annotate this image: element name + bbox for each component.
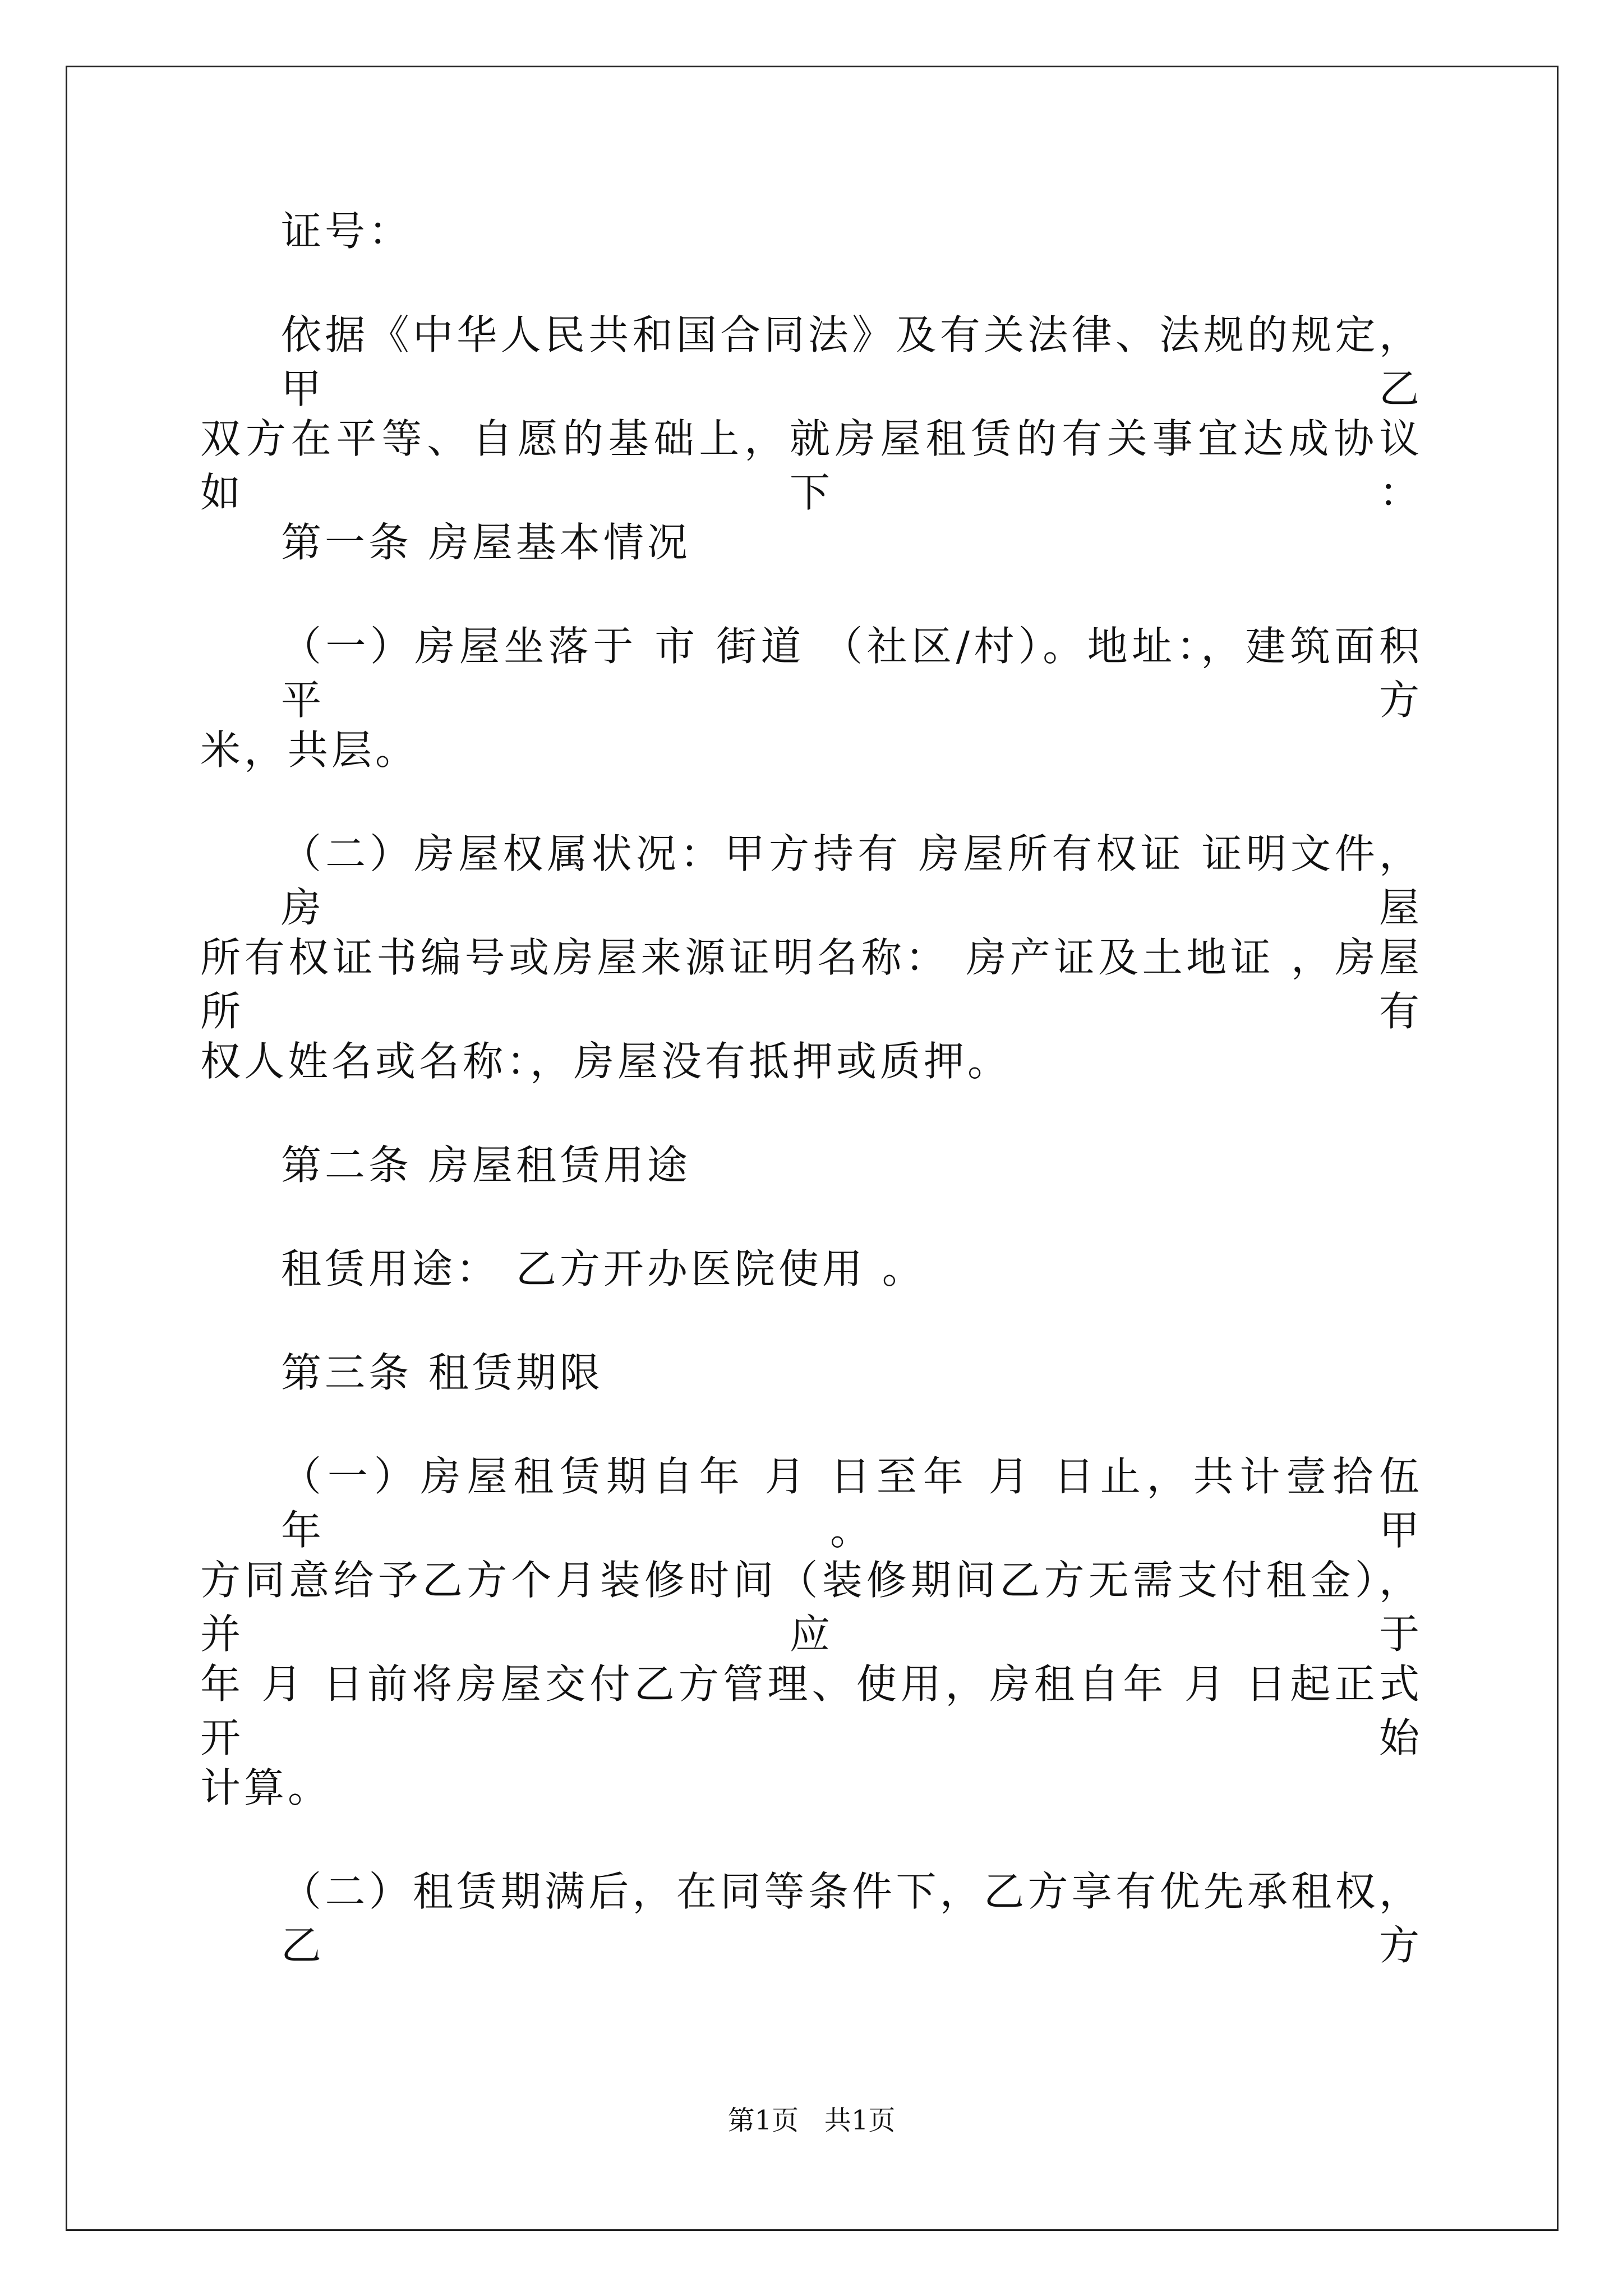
article-1-item-2-line-1: （二）房屋权属状况：甲方持有 房屋所有权证 证明文件，房屋 <box>281 830 1423 931</box>
article-3-heading: 第三条 租赁期限 <box>281 1349 603 1396</box>
article-1-item-2-line-2: 所有权证书编号或房屋来源证明名称： 房产证及土地证 ，房屋所有 <box>200 934 1423 1035</box>
article-3-item-1-line-1: （一）房屋租赁期自年 月 日至年 月 日止，共计壹拾伍年。甲 <box>281 1453 1423 1554</box>
article-2-purpose-line: 租赁用途： 乙方开办医院使用 。 <box>281 1245 926 1292</box>
article-3-item-1-line-3: 年 月 日前将房屋交付乙方管理、使用，房租自年 月 日起正式开始 <box>200 1660 1423 1761</box>
certificate-number-line: 证号： <box>281 208 413 255</box>
article-1-item-2-line-3: 权人姓名或名称：，房屋没有抵押或质押。 <box>200 1038 1012 1085</box>
preamble-line-2: 双方在平等、自愿的基础上，就房屋租赁的有关事宜达成协议如下： <box>200 415 1423 516</box>
article-1-heading: 第一条 房屋基本情况 <box>281 519 691 566</box>
page-footer: 第1页 共1页 <box>727 2105 896 2136</box>
article-1-item-1-line-2: 米，共层。 <box>200 726 419 774</box>
preamble-line-1: 依据《中华人民共和国合同法》及有关法律、法规的规定，甲乙 <box>281 311 1423 412</box>
article-3-item-2-line-1: （二）租赁期满后，在同等条件下，乙方享有优先承租权，乙方 <box>281 1868 1423 1969</box>
article-3-item-1-line-4: 计算。 <box>200 1764 332 1811</box>
article-3-item-1-line-2: 方同意给予乙方个月装修时间（装修期间乙方无需支付租金），并应于 <box>200 1557 1423 1658</box>
article-1-item-1-line-1: （一）房屋坐落于 市 街道 （社区/村）。地址：，建筑面积平方 <box>281 623 1423 724</box>
article-2-heading: 第二条 房屋租赁用途 <box>281 1142 691 1189</box>
